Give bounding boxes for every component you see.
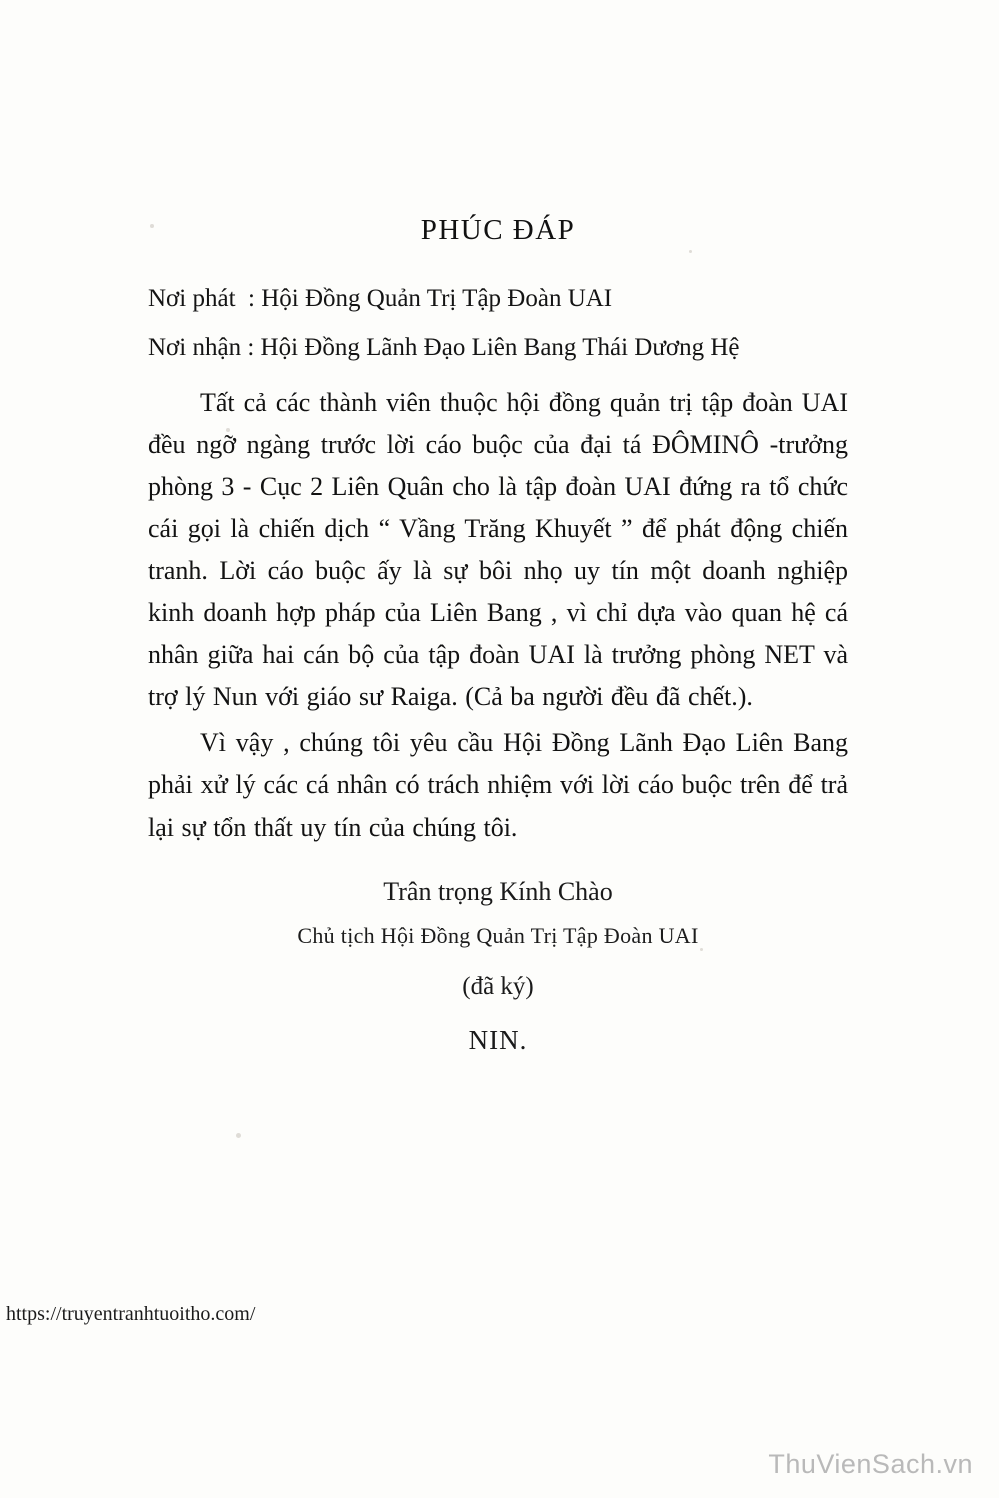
closing-salutation: Trân trọng Kính Chào	[383, 876, 613, 906]
closing-signed-note: (đã ký)	[462, 973, 534, 1001]
body-paragraph: Tất cả các thành viên thuộc hội đồng quản trị tập đoàn UAI đều ngỡ ngàng trước lời cáo buộc của đại tá ĐÔMINÔ -trưởng phòng 3 - Cục 2 Liên Quân cho là tập đoàn UAI đứng ra tổ chức cái gọi là chiến dịch “ Vầng Trăng Khuyết ” để phát động chiến tranh. Lời cáo buộc ấy là sự bôi nhọ uy tín một doanh nghiệp kinh doanh hợp pháp của Liên Bang , vì chỉ dựa vào quan hệ cá nhân giữa hai cán bộ của tập đoàn UAI là trưởng phòng NET và trợ lý Nun với giáo sư Raiga. (Cả ba người đều đã chết.).	[148, 387, 848, 712]
closing-signer: NIN.	[468, 1025, 528, 1056]
meta-line-recipient: Nơi nhận : Hội Đồng Lãnh Đạo Liên Bang Thái Dương Hệ	[148, 334, 740, 362]
watermark-brand: ThuVienSach.vn	[768, 1449, 973, 1479]
watermark-url: https://truyentranhtuoitho.com/	[6, 1303, 256, 1325]
paper-speck	[236, 1133, 241, 1138]
meta-line-sender: Nơi phát : Hội Đồng Quản Trị Tập Đoàn UAI	[148, 285, 613, 312]
closing-role: Chủ tịch Hội Đồng Quản Trị Tập Đoàn UAI	[297, 923, 699, 949]
closing-block	[148, 871, 848, 1063]
document-body	[148, 214, 848, 1063]
page-title: PHÚC ĐÁP	[420, 214, 576, 246]
body-paragraph: Vì vậy , chúng tôi yêu cầu Hội Đồng Lãnh Đạo Liên Bang phải xử lý các cá nhân có trách nhiệm với lời cáo buộc trên để trả lại sự tổn thất uy tín của chúng tôi.	[148, 728, 848, 842]
